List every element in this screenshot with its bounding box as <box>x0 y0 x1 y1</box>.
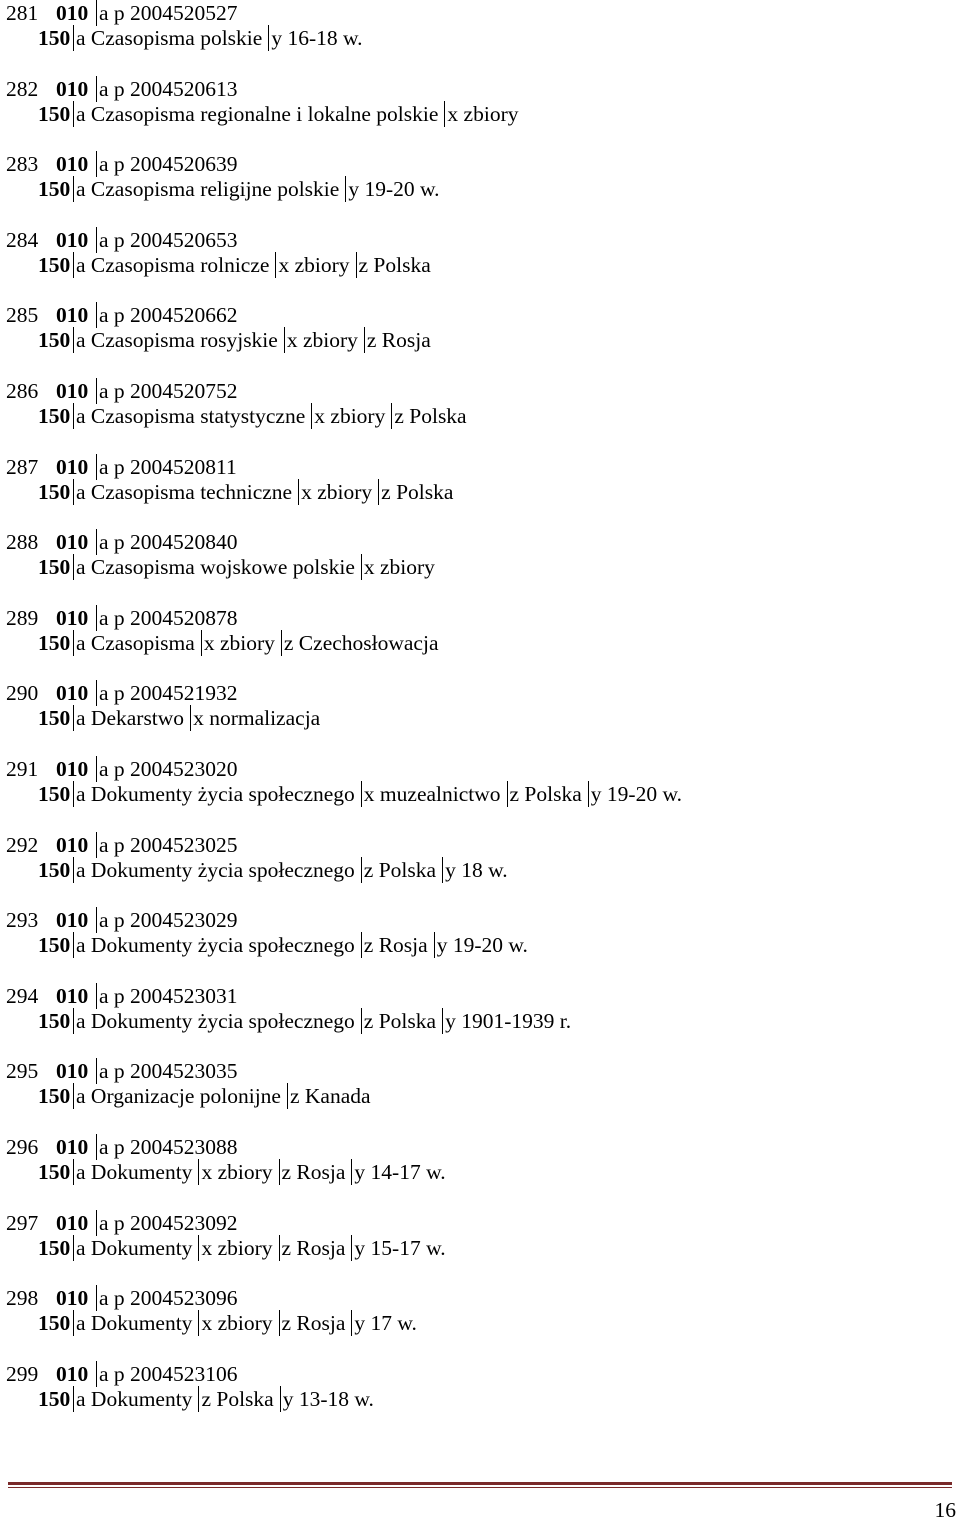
record-list <box>6 0 946 1436</box>
record-entry <box>6 1210 946 1286</box>
control-number: a p 2004520613 <box>96 76 238 102</box>
control-number: a p 2004520527 <box>96 0 238 26</box>
subfield: x zbiory <box>311 403 385 429</box>
record-number: 289 <box>6 605 39 630</box>
field-tag-150: 150 <box>38 1159 71 1184</box>
record-line-010 <box>6 605 238 631</box>
record-number: 287 <box>6 454 39 479</box>
record-line-150 <box>38 25 362 51</box>
record-line-010 <box>6 76 238 102</box>
subfield: z Polska <box>378 479 453 505</box>
record-number: 297 <box>6 1210 39 1235</box>
subfield: z Kanada <box>287 1083 371 1109</box>
control-number: a p 2004523088 <box>96 1134 238 1160</box>
field-tag-150: 150 <box>38 1386 71 1411</box>
record-entry <box>6 680 946 756</box>
field-tag-010: 010 <box>56 1059 89 1084</box>
subfield: z Polska <box>356 252 431 278</box>
subfield: y 13-18 w. <box>280 1386 374 1412</box>
record-entry <box>6 151 946 227</box>
subfield: z Polska <box>361 1008 436 1034</box>
record-line-010 <box>6 1210 238 1236</box>
record-entry <box>6 529 946 605</box>
record-line-150 <box>38 176 439 202</box>
subfield: x zbiory <box>198 1235 272 1261</box>
record-number: 288 <box>6 530 39 555</box>
record-number: 293 <box>6 908 39 933</box>
control-number: a p 2004523106 <box>96 1361 238 1387</box>
subfield: a Czasopisma religijne polskie <box>73 176 339 202</box>
subfield: x zbiory <box>284 327 358 353</box>
record-line-010 <box>6 1285 238 1311</box>
subfield: a Dokumenty <box>73 1386 192 1412</box>
record-line-010 <box>6 378 238 404</box>
field-tag-010: 010 <box>56 832 89 857</box>
field-tag-010: 010 <box>56 227 89 252</box>
field-tag-150: 150 <box>38 630 71 655</box>
subfield: a Dokumenty <box>73 1159 192 1185</box>
record-line-150 <box>38 1159 446 1185</box>
record-entry <box>6 454 946 530</box>
control-number: a p 2004520878 <box>96 605 238 631</box>
control-number: a p 2004523092 <box>96 1210 238 1236</box>
subfield: a Czasopisma statystyczne <box>73 403 305 429</box>
control-number: a p 2004523096 <box>96 1285 238 1311</box>
control-number: a p 2004520752 <box>96 378 238 404</box>
subfield: a Dokumenty życia społecznego <box>73 781 355 807</box>
record-line-150 <box>38 1008 571 1034</box>
record-entry <box>6 832 946 908</box>
subfield: a Dokumenty życia społecznego <box>73 857 355 883</box>
control-number: a p 2004523025 <box>96 832 238 858</box>
subfield: x zbiory <box>361 554 435 580</box>
record-line-150 <box>38 630 439 656</box>
record-line-010 <box>6 1361 238 1387</box>
record-entry <box>6 1285 946 1361</box>
subfield: x normalizacja <box>190 705 320 731</box>
field-tag-150: 150 <box>38 1008 71 1033</box>
record-entry <box>6 76 946 152</box>
field-tag-150: 150 <box>38 252 71 277</box>
field-tag-010: 010 <box>56 1286 89 1311</box>
subfield: a Czasopisma rolnicze <box>73 252 269 278</box>
subfield: a Dokumenty życia społecznego <box>73 1008 355 1034</box>
subfield: a Czasopisma techniczne <box>73 479 292 505</box>
record-number: 282 <box>6 76 39 101</box>
record-entry <box>6 1361 946 1437</box>
field-tag-150: 150 <box>38 781 71 806</box>
subfield: x zbiory <box>444 101 518 127</box>
record-line-010 <box>6 907 238 933</box>
record-line-150 <box>38 932 528 958</box>
subfield: z Polska <box>507 781 582 807</box>
record-line-010 <box>6 454 237 480</box>
subfield: x zbiory <box>298 479 372 505</box>
subfield: z Rosja <box>364 327 431 353</box>
record-number: 291 <box>6 756 39 781</box>
subfield: a Dokumenty <box>73 1310 192 1336</box>
record-number: 295 <box>6 1059 39 1084</box>
subfield: z Polska <box>391 403 466 429</box>
record-number: 299 <box>6 1361 39 1386</box>
record-entry <box>6 0 946 76</box>
field-tag-010: 010 <box>56 605 89 630</box>
record-line-150 <box>38 327 431 353</box>
subfield: x zbiory <box>275 252 349 278</box>
subfield: z Rosja <box>279 1159 346 1185</box>
subfield: x zbiory <box>198 1310 272 1336</box>
record-entry <box>6 605 946 681</box>
record-line-010 <box>6 680 238 706</box>
record-number: 283 <box>6 152 39 177</box>
control-number: a p 2004523029 <box>96 907 238 933</box>
subfield: a Czasopisma rosyjskie <box>73 327 278 353</box>
footer-rule-thin <box>8 1487 952 1488</box>
control-number: a p 2004521932 <box>96 680 238 706</box>
field-tag-150: 150 <box>38 1235 71 1260</box>
record-line-150 <box>38 554 435 580</box>
subfield: y 17 w. <box>351 1310 417 1336</box>
record-entry <box>6 907 946 983</box>
record-number: 284 <box>6 227 39 252</box>
subfield: z Rosja <box>361 932 428 958</box>
record-line-150 <box>38 1083 371 1109</box>
subfield: y 19-20 w. <box>434 932 528 958</box>
field-tag-150: 150 <box>38 328 71 353</box>
subfield: x muzealnictwo <box>361 781 501 807</box>
field-tag-010: 010 <box>56 303 89 328</box>
record-entry <box>6 302 946 378</box>
control-number: a p 2004520662 <box>96 302 238 328</box>
control-number: a p 2004523035 <box>96 1058 238 1084</box>
field-tag-150: 150 <box>38 1311 71 1336</box>
field-tag-010: 010 <box>56 1 89 25</box>
field-tag-010: 010 <box>56 76 89 101</box>
field-tag-010: 010 <box>56 908 89 933</box>
field-tag-010: 010 <box>56 152 89 177</box>
record-line-010 <box>6 302 238 328</box>
record-line-150 <box>38 705 320 731</box>
footer-rule <box>8 1482 952 1485</box>
field-tag-150: 150 <box>38 706 71 731</box>
field-tag-010: 010 <box>56 530 89 555</box>
record-line-010 <box>6 983 238 1009</box>
subfield: y 18 w. <box>442 857 508 883</box>
record-line-150 <box>38 1386 374 1412</box>
subfield: z Rosja <box>279 1310 346 1336</box>
field-tag-150: 150 <box>38 403 71 428</box>
record-line-150 <box>38 479 453 505</box>
record-line-010 <box>6 151 238 177</box>
record-line-010 <box>6 1134 238 1160</box>
record-number: 281 <box>6 1 39 25</box>
field-tag-010: 010 <box>56 454 89 479</box>
record-line-150 <box>38 1310 417 1336</box>
record-number: 290 <box>6 681 39 706</box>
record-line-010 <box>6 529 238 555</box>
field-tag-150: 150 <box>38 555 71 580</box>
field-tag-010: 010 <box>56 378 89 403</box>
subfield: z Rosja <box>279 1235 346 1261</box>
record-entry <box>6 983 946 1059</box>
subfield: y 1901-1939 r. <box>442 1008 571 1034</box>
record-line-010 <box>6 227 238 253</box>
subfield: a Dekarstwo <box>73 705 184 731</box>
record-entry <box>6 756 946 832</box>
control-number: a p 2004520653 <box>96 227 238 253</box>
subfield: y 14-17 w. <box>351 1159 445 1185</box>
control-number: a p 2004520639 <box>96 151 238 177</box>
record-entry <box>6 1134 946 1210</box>
record-line-150 <box>38 857 508 883</box>
field-tag-010: 010 <box>56 756 89 781</box>
subfield: y 16-18 w. <box>268 25 362 51</box>
field-tag-150: 150 <box>38 933 71 958</box>
subfield: a Czasopisma polskie <box>73 25 262 51</box>
record-number: 285 <box>6 303 39 328</box>
subfield: z Czechosłowacja <box>281 630 439 656</box>
record-entry <box>6 378 946 454</box>
control-number: a p 2004520840 <box>96 529 238 555</box>
field-tag-010: 010 <box>56 681 89 706</box>
subfield: z Polska <box>361 857 436 883</box>
subfield: a Dokumenty życia społecznego <box>73 932 355 958</box>
record-number: 298 <box>6 1286 39 1311</box>
record-number: 296 <box>6 1134 39 1159</box>
record-line-010 <box>6 832 238 858</box>
page-number: 16 <box>934 1498 956 1522</box>
record-line-150 <box>38 403 467 429</box>
subfield: a Czasopisma <box>73 630 195 656</box>
field-tag-150: 150 <box>38 1084 71 1109</box>
field-tag-150: 150 <box>38 26 71 50</box>
subfield: a Organizacje polonijne <box>73 1083 281 1109</box>
field-tag-010: 010 <box>56 1210 89 1235</box>
subfield: x zbiory <box>198 1159 272 1185</box>
subfield: y 19-20 w. <box>588 781 682 807</box>
control-number: a p 2004520811 <box>96 454 237 480</box>
field-tag-150: 150 <box>38 479 71 504</box>
record-number: 294 <box>6 983 39 1008</box>
record-line-150 <box>38 101 518 127</box>
record-line-150 <box>38 781 682 807</box>
record-line-150 <box>38 1235 446 1261</box>
subfield: y 15-17 w. <box>351 1235 445 1261</box>
subfield: y 19-20 w. <box>345 176 439 202</box>
subfield: z Polska <box>198 1386 273 1412</box>
record-line-150 <box>38 252 431 278</box>
record-number: 292 <box>6 832 39 857</box>
field-tag-010: 010 <box>56 1134 89 1159</box>
field-tag-150: 150 <box>38 101 71 126</box>
record-entry <box>6 1058 946 1134</box>
field-tag-150: 150 <box>38 177 71 202</box>
record-line-010 <box>6 756 238 782</box>
subfield: a Dokumenty <box>73 1235 192 1261</box>
record-line-010 <box>6 1058 238 1084</box>
record-entry <box>6 227 946 303</box>
subfield: a Czasopisma wojskowe polskie <box>73 554 355 580</box>
field-tag-010: 010 <box>56 1361 89 1386</box>
record-number: 286 <box>6 378 39 403</box>
control-number: a p 2004523020 <box>96 756 238 782</box>
field-tag-010: 010 <box>56 983 89 1008</box>
control-number: a p 2004523031 <box>96 983 238 1009</box>
subfield: a Czasopisma regionalne i lokalne polskie <box>73 101 438 127</box>
field-tag-150: 150 <box>38 857 71 882</box>
subfield: x zbiory <box>201 630 275 656</box>
record-line-010 <box>6 0 238 26</box>
